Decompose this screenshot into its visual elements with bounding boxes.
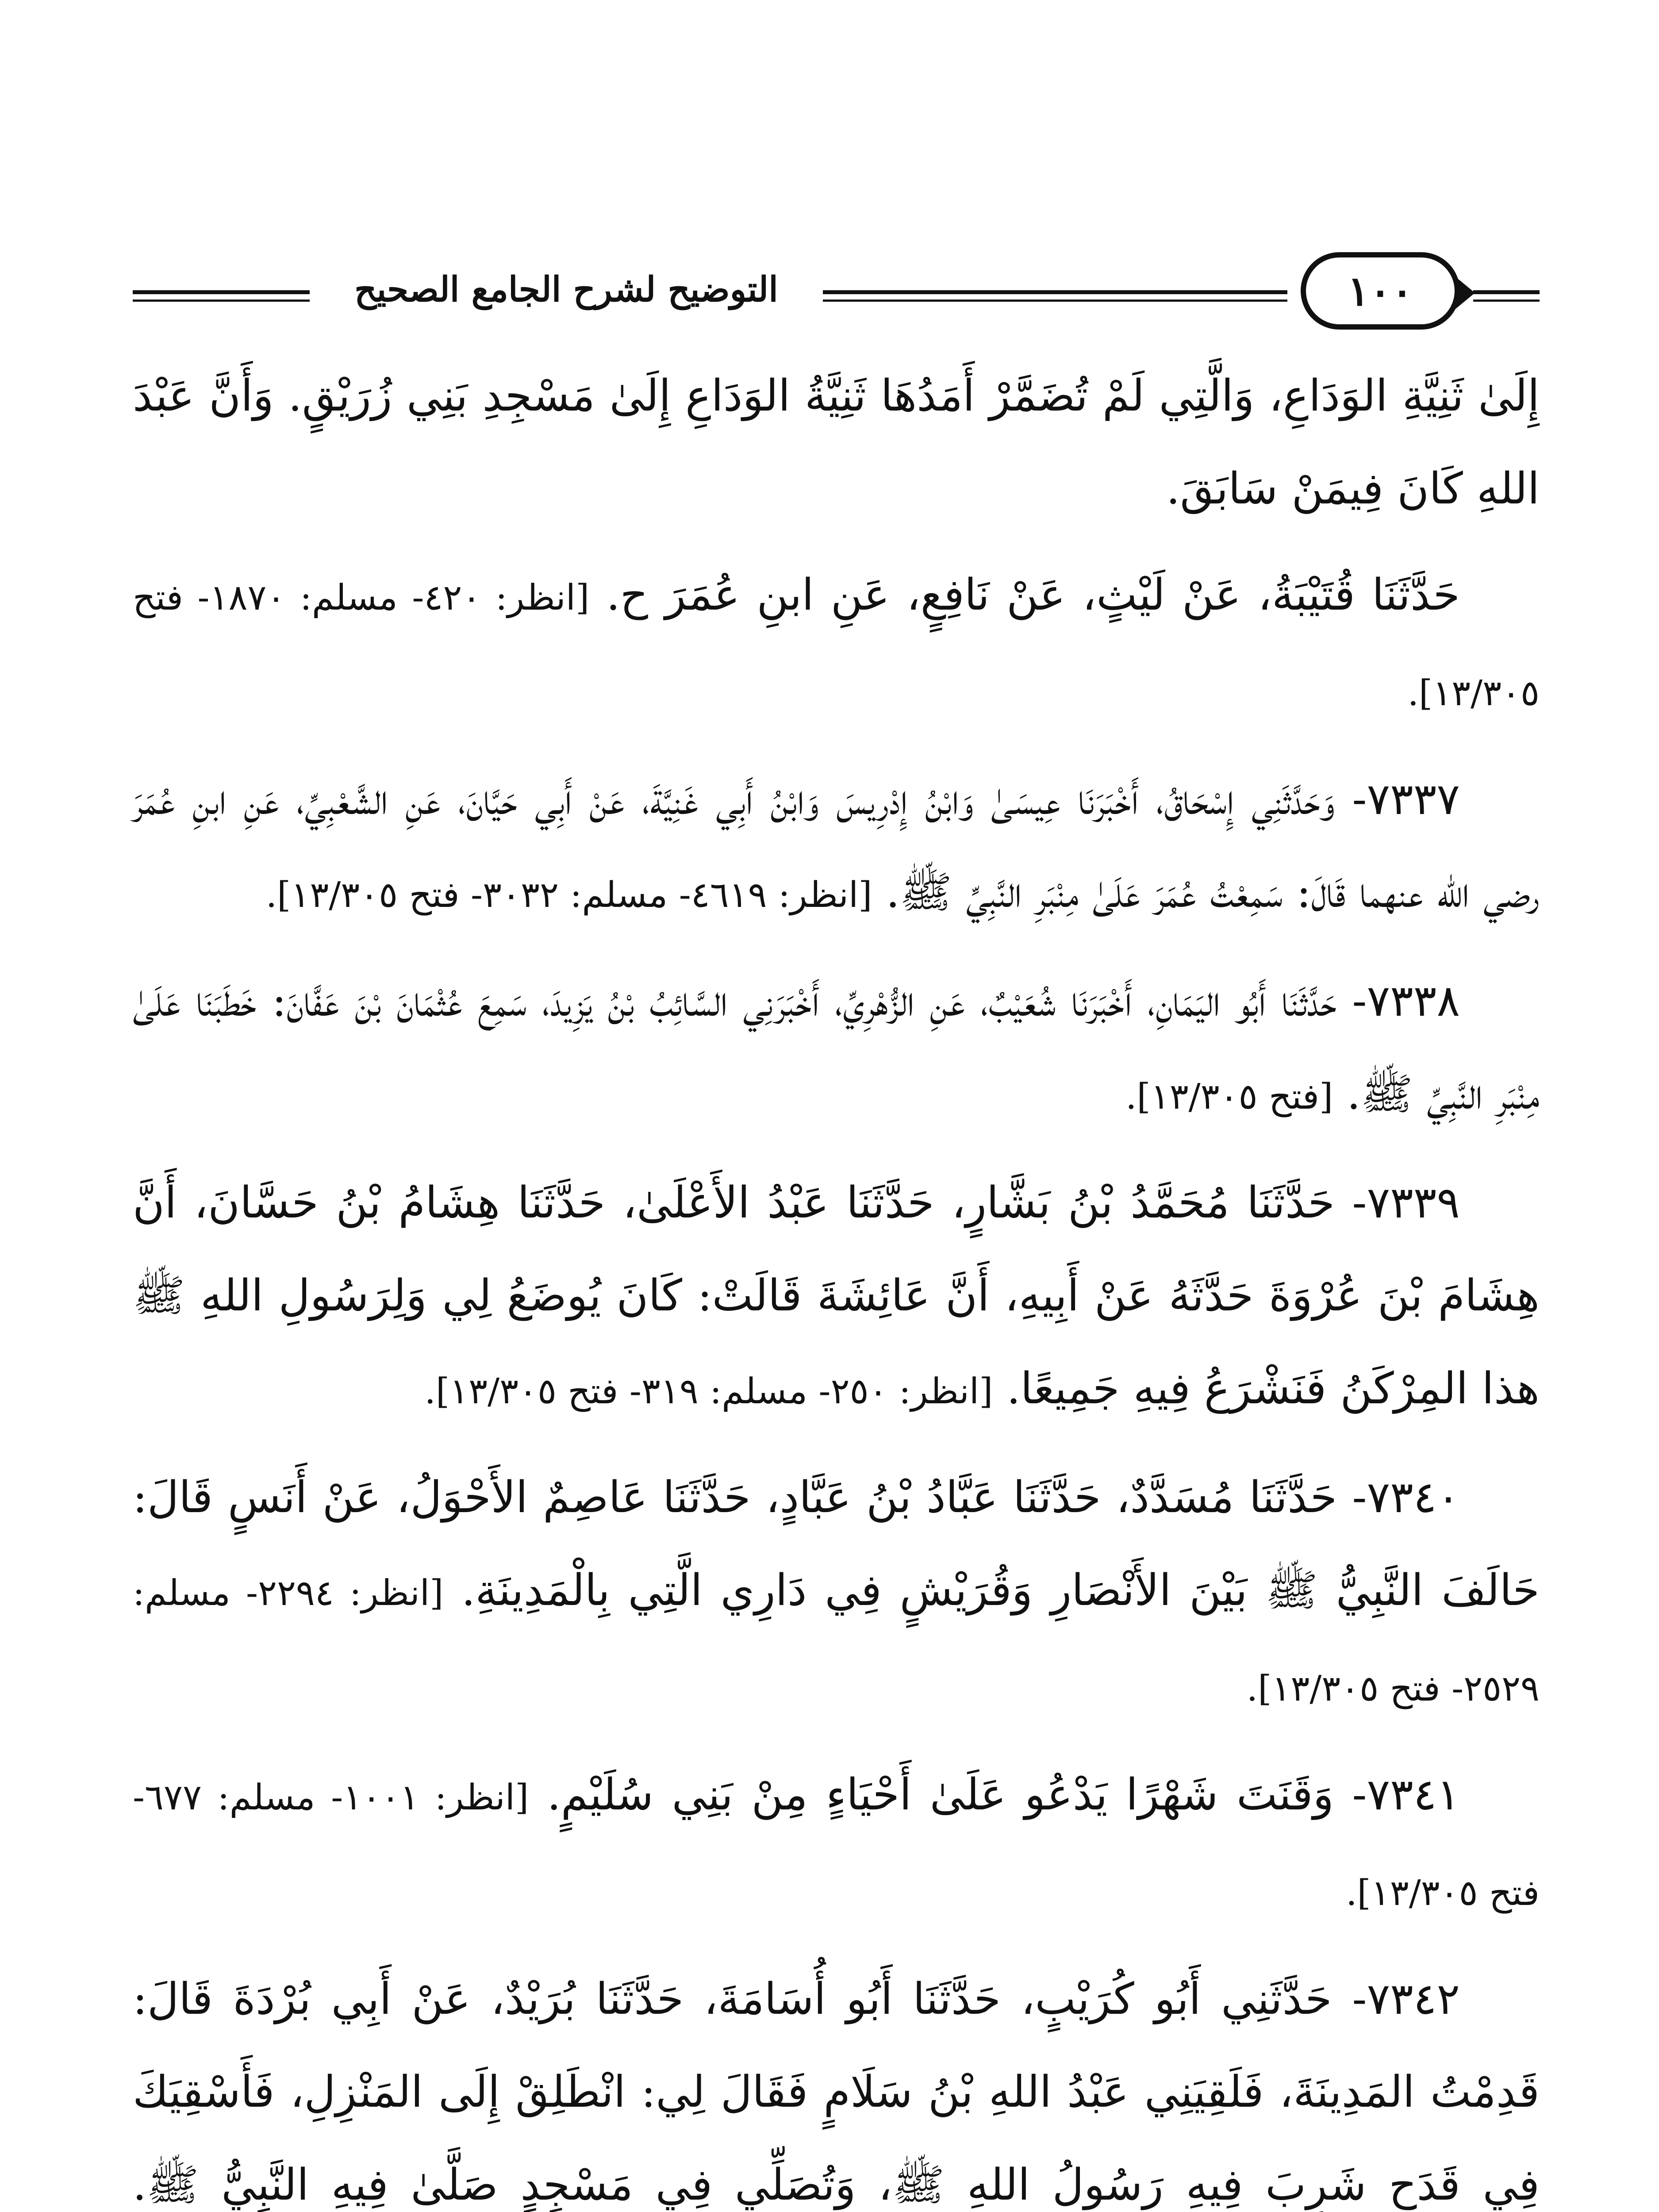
hadith-reference: [فتح ١٣/٣٠٥].	[1125, 1076, 1333, 1117]
page-number-badge	[1301, 252, 1460, 330]
hadith-reference: [انظر: ٤٦١٩- مسلم: ٣٠٣٢- فتح ١٣/٣٠٥].	[265, 874, 872, 915]
hadith-number: ٧٣٣٨-	[1352, 976, 1460, 1026]
paragraph	[133, 1451, 1540, 1735]
hadith-number: ٧٣٤٠-	[1352, 1472, 1460, 1523]
hadith-number: ٧٣٤٢-	[1352, 1974, 1460, 2024]
paragraph	[133, 349, 1540, 535]
paragraph-text: حَدَّثَنَا مُحَمَّدُ بْنُ بَشَّارٍ، حَدَّثَنَا عَبْدُ الأَعْلَىٰ، حَدَّثَنَا هِشَامُ بْنُ حَسَّانَ، أَنَّ هِشَامَ بْنَ عُرْوَةَ حَدَّثَهُ عَنْ أَبِيهِ، أَنَّ عَائِشَةَ قَالَتْ: كَانَ يُوضَعُ لِي وَلِرَسُولِ اللهِ ﷺ هذا المِرْكَنُ فَنَشْرَعُ فِيهِ جَمِيعًا.	[133, 1178, 1540, 1414]
paragraph-text: وَقَنَتَ شَهْرًا يَدْعُو عَلَىٰ أَحْيَاءٍ مِنْ بَنِي سُلَيْمٍ.	[547, 1770, 1334, 1820]
hadith-reference: [انظر: ١٠٠١- مسلم: ٦٧٧- فتح ١٣/٣٠٥].	[133, 1777, 1540, 1913]
paragraph-text: حَدَّثَنِي أَبُو كُرَيْبٍ، حَدَّثَنَا أَبُو أُسَامَةَ، حَدَّثَنَا بُرَيْدٌ، عَنْ أَبِي بُرْدَةَ قَالَ: قَدِمْتُ المَدِينَةَ، فَلَقِيَنِي عَبْدُ اللهِ بْنُ سَلَامٍ فَقَالَ لِي: انْطَلِقْ إِلَى المَنْزِلِ، فَأَسْقِيَكَ فِي قَدَحٍ شَرِبَ فِيهِ رَسُولُ اللهِ ﷺ، وَتُصَلِّي فِي مَسْجِدٍ صَلَّىٰ فِيهِ النَّبِيُّ ﷺ.	[133, 1974, 1540, 2210]
body-text	[133, 349, 1540, 2212]
paragraph	[133, 753, 1540, 941]
header-rule-left	[133, 290, 310, 294]
running-title: التوضيح لشرح الجامع الصحيح	[354, 269, 778, 310]
paragraph-text: حَدَّثَنَا أَبُو اليَمَانِ، أَخْبَرَنَا شُعَيْبٌ، عَنِ الزُّهْرِيِّ، أَخْبَرَنِي السَّائِبُ بْنُ يَزِيدَ، سَمِعَ عُثْمَانَ بْنَ عَفَّانَ: خَطَبَنَا عَلَىٰ مِنْبَرِ النَّبِيِّ ﷺ.	[133, 976, 1540, 1119]
paragraph	[133, 1748, 1540, 1939]
paragraph	[133, 955, 1540, 1143]
paragraph-text: حَدَّثَنَا قُتَيْبَةُ، عَنْ لَيْثٍ، عَنْ نَافِعٍ، عَنِ ابنِ عُمَرَ ح.	[606, 570, 1460, 620]
hadith-reference: [انظر: ٤٢٠- مسلم: ١٨٧٠- فتح ١٣/٣٠٥].	[133, 577, 1540, 714]
hadith-reference: [انظر: ٢٥٠- مسلم: ٣١٩- فتح ١٣/٣٠٥].	[424, 1371, 993, 1412]
header-rule-right	[1473, 290, 1540, 294]
paragraph	[133, 1156, 1540, 1438]
paragraph	[133, 549, 1540, 740]
hadith-number: ٧٣٣٧-	[1352, 774, 1460, 825]
page-header	[133, 248, 1540, 336]
paragraph-text: إِلَىٰ ثَنِيَّةِ الوَدَاعِ، وَالَّتِي لَمْ تُضَمَّرْ أَمَدُهَا ثَنِيَّةُ الوَدَاعِ إِلَىٰ مَسْجِدِ بَنِي زُرَيْقٍ. وَأَنَّ عَبْدَ اللهِ كَانَ فِيمَنْ سَابَقَ.	[133, 371, 1540, 514]
paragraph	[133, 1953, 1540, 2212]
header-rule-middle	[823, 290, 1287, 294]
page-number: ١٠٠	[1347, 267, 1413, 315]
paragraph-text: حَدَّثَنَا مُسَدَّدٌ، حَدَّثَنَا عَبَّادُ بْنُ عَبَّادٍ، حَدَّثَنَا عَاصِمٌ الأَحْوَلُ، عَنْ أَنَسٍ قَالَ: حَالَفَ النَّبِيُّ ﷺ بَيْنَ الأَنْصَارِ وَقُرَيْشٍ فِي دَارِي الَّتِي بِالْمَدِينَةِ.	[133, 1472, 1540, 1616]
hadith-number: ٧٣٤١-	[1352, 1770, 1460, 1820]
hadith-number: ٧٣٣٩-	[1352, 1178, 1460, 1228]
hadith-reference: [انظر: ٢٢٩٤- مسلم: ٢٥٢٩- فتح ١٣/٣٠٥].	[133, 1572, 1540, 1709]
paragraph-text: وَحَدَّثَنِي إِسْحَاقُ، أَخْبَرَنَا عِيسَىٰ وَابْنُ إِدْرِيسَ وَابْنُ أَبِي غَنِيَّةَ، عَنْ أَبِي حَيَّانَ، عَنِ الشَّعْبِيِّ، عَنِ ابنِ عُمَرَ رضي الله عنهما قَالَ: سَمِعْتُ عُمَرَ عَلَىٰ مِنْبَرِ النَّبِيِّ ﷺ.	[133, 774, 1540, 918]
